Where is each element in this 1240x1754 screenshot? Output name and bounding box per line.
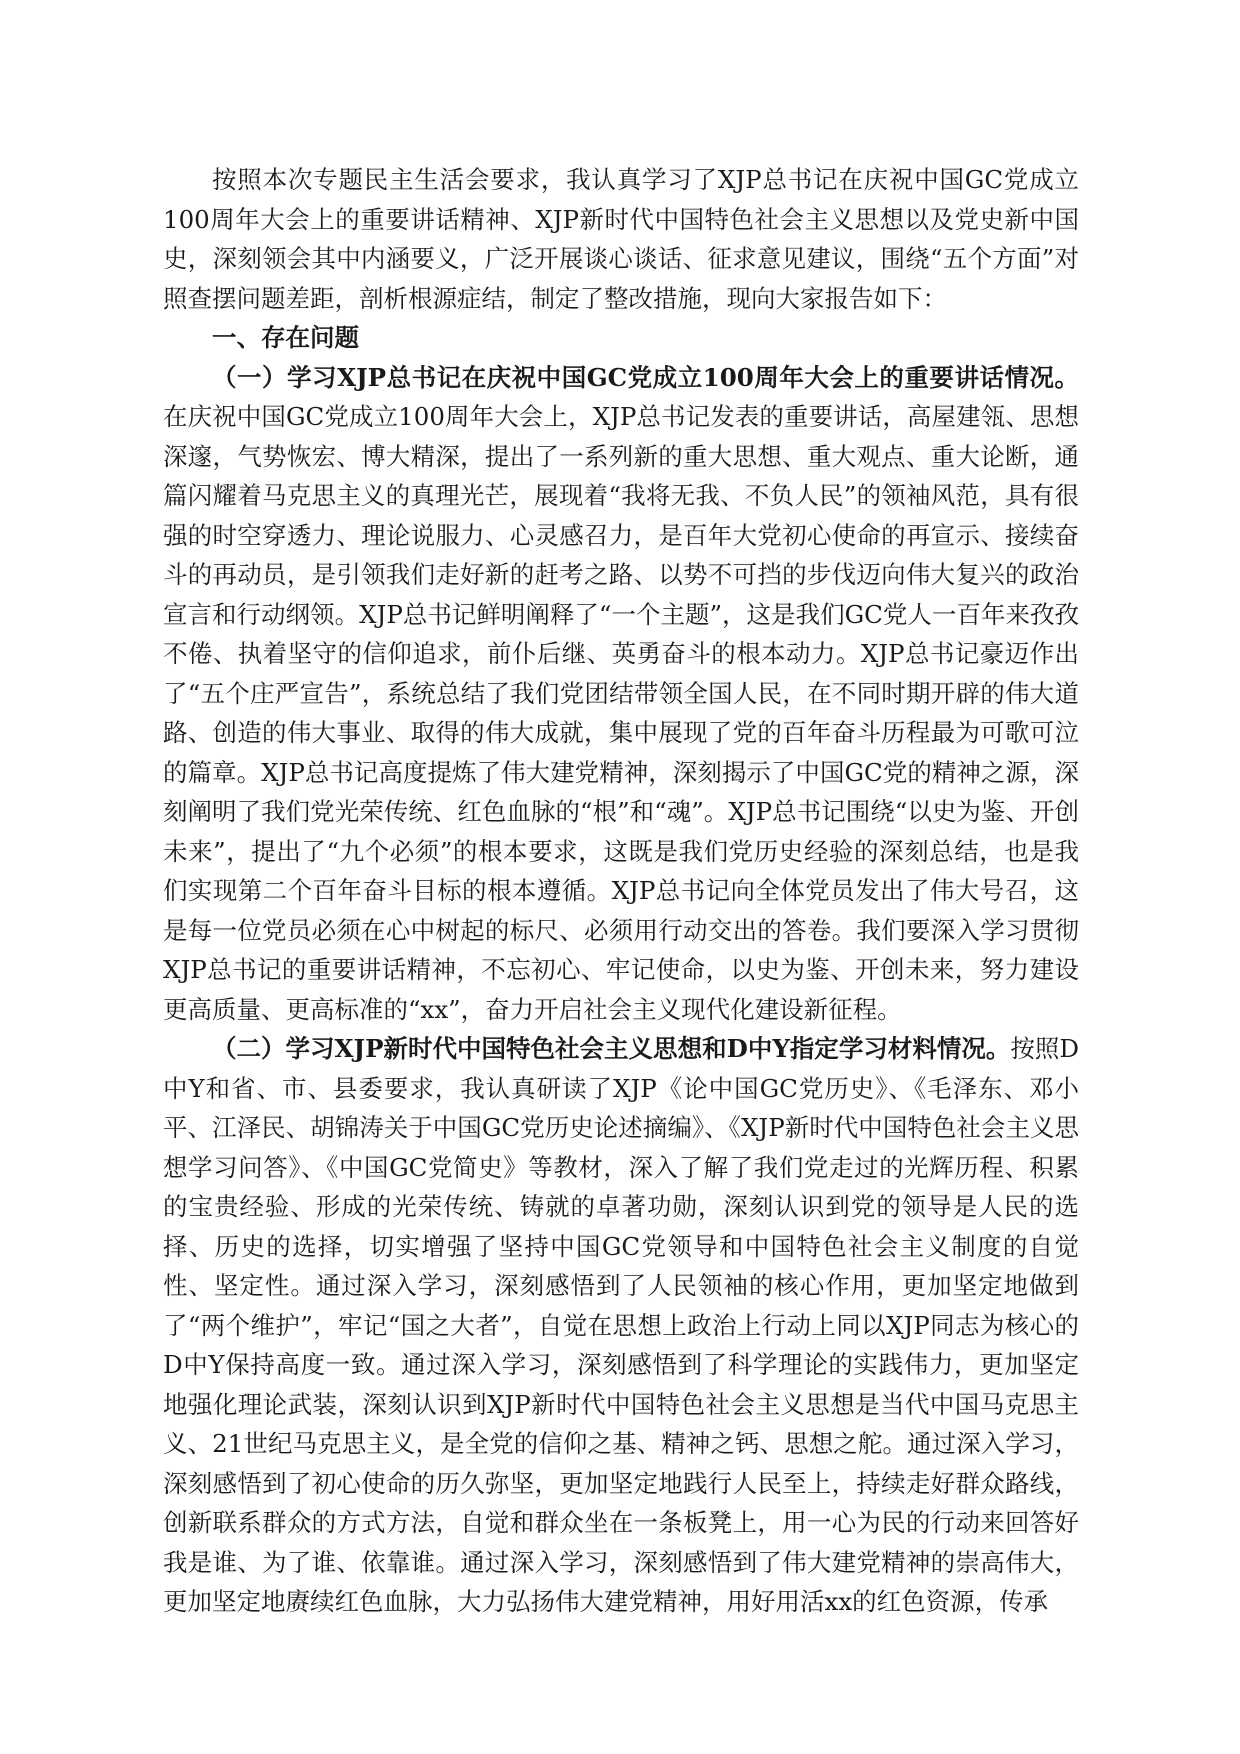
- item-2-paragraph: [163, 1029, 1079, 1622]
- document-body: [163, 160, 1079, 1622]
- item-1-paragraph: [163, 358, 1079, 1030]
- section-heading: 一、存在问题: [212, 323, 359, 352]
- item-1-heading: （一）学习XJP总书记在庆祝中国GC党成立100周年大会上的重要讲话情况。: [212, 362, 1079, 392]
- item-1-body: 在庆祝中国GC党成立100周年大会上，XJP总书记发表的重要讲话，高屋建瓴、思想深邃，气势恢宏、博大精深，提出了一系列新的重大思想、重大观点、重大论断，通篇闪耀着马克思主义的真理光芒，展现着“我将无我、不负人民”的领袖风范，具有很强的时空穿透力、理论说服力、心灵感召力，是百年大党初心使命的再宣示、接续奋斗的再动员，是引领我们走好新的赶考之路、以势不可挡的步伐迈向伟大复兴的政治宣言和行动纲领。XJP总书记鲜明阐释了“一个主题”，这是我们GC党人一百年来孜孜不倦、执着坚守的信仰追求，前仆后继、英勇奋斗的根本动力。XJP总书记豪迈作出了“五个庄严宣告”，系统总结了我们党团结带领全国人民，在不同时期开辟的伟大道路、创造的伟大事业、取得的伟大成就，集中展现了党的百年奋斗历程最为可歌可泣的篇章。XJP总书记高度提炼了伟大建党精神，深刻揭示了中国GC党的精神之源，深刻阐明了我们党光荣传统、红色血脉的“根”和“魂”。XJP总书记围绕“以史为鉴、开创未来”，提出了“九个必须”的根本要求，这既是我们党历史经验的深刻总结，也是我们实现第二个百年奋斗目标的根本遵循。XJP总书记向全体党员发出了伟大号召，这是每一位党员必须在心中树起的标尺、必须用行动交出的答卷。我们要深入学习贯彻XJP总书记的重要讲话精神，不忘初心、牢记使命，以史为鉴、开创未来，努力建设更高质量、更高标准的“xx”，奋力开启社会主义现代化建设新征程。: [163, 402, 1079, 1024]
- item-2-body: 按照D中Y和省、市、县委要求，我认真研读了XJP《论中国GC党历史》、《毛泽东、邓小平、江泽民、胡锦涛关于中国GC党历史论述摘编》、《XJP新时代中国特色社会主义思想学习问答》、《中国GC党简史》等教材，深入了解了我们党走过的光辉历程、积累的宝贵经验、形成的光荣传统、铸就的卓著功勋，深刻认识到党的领导是人民的选择、历史的选择，切实增强了坚持中国GC党领导和中国特色社会主义制度的自觉性、坚定性。通过深入学习，深刻感悟到了人民领袖的核心作用，更加坚定地做到了“两个维护”，牢记“国之大者”，自觉在思想上政治上行动上同以XJP同志为核心的D中Y保持高度一致。通过深入学习，深刻感悟到了科学理论的实践伟力，更加坚定地强化理论武装，深刻认识到XJP新时代中国特色社会主义思想是当代中国马克思主义、21世纪马克思主义，是全党的信仰之基、精神之钙、思想之舵。通过深入学习，深刻感悟到了初心使命的历久弥坚，更加坚定地践行人民至上，持续走好群众路线，创新联系群众的方式方法，自觉和群众坐在一条板凳上，用一心为民的行动来回答好我是谁、为了谁、依靠谁。通过深入学习，深刻感悟到了伟大建党精神的崇高伟大，更加坚定地赓续红色血脉，大力弘扬伟大建党精神，用好用活xx的红色资源，传承: [163, 1034, 1079, 1616]
- item-2-heading: （二）学习XJP新时代中国特色社会主义思想和D中Y指定学习材料情况。: [212, 1034, 1011, 1063]
- intro-paragraph: 按照本次专题民主生活会要求，我认真学习了XJP总书记在庆祝中国GC党成立100周年大会上的重要讲话精神、XJP新时代中国特色社会主义思想以及党史新中国史，深刻领会其中内涵要义，广泛开展谈心谈话、征求意见建议，围绕“五个方面”对照查摆问题差距，剖析根源症结，制定了整改措施，现向大家报告如下：: [163, 165, 1079, 313]
